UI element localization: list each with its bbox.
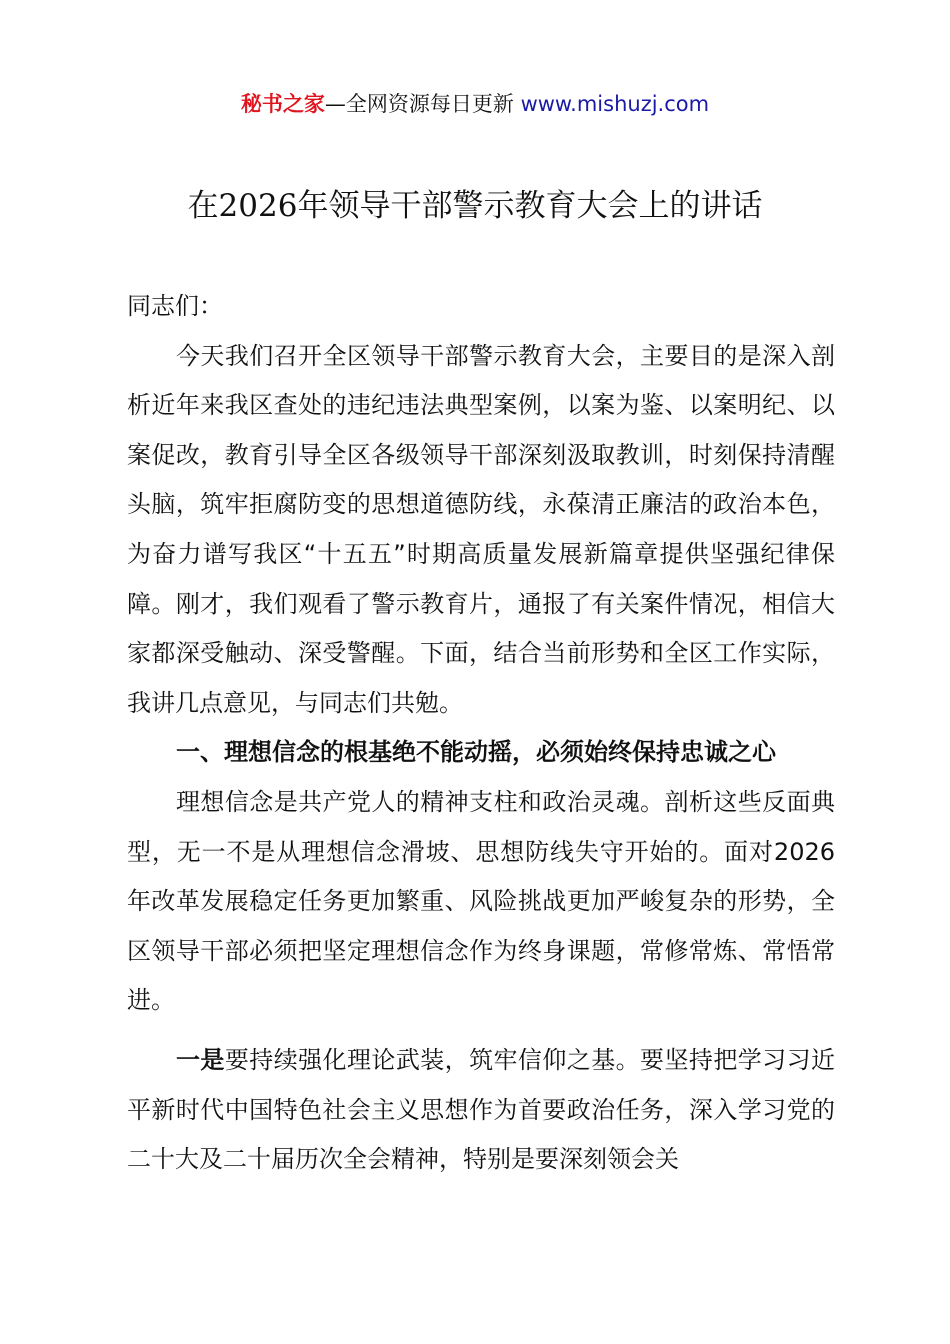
- site-tagline: —全网资源每日更新: [324, 92, 514, 116]
- site-url-link[interactable]: www.mishuzj.com: [520, 92, 710, 116]
- site-header: [0, 86, 950, 122]
- salutation: 同志们：: [127, 292, 223, 320]
- paragraph-spacer: [127, 1026, 835, 1036]
- section-paragraph-1: 理想信念是共产党人的精神支柱和政治灵魂。剖析这些反面典型，无一不是从理想信念滑坡、思想防线失守开始的。面对2026年改革发展稳定任务更加繁重、风险挑战更加严峻复杂的形势，全区领导干部必须把坚定理想信念作为终身课题，常修常炼、常悟常进。: [127, 787, 835, 1015]
- point-lead-1: 一是: [176, 1045, 225, 1074]
- site-brand: 秘书之家: [240, 92, 325, 116]
- point-paragraph-1: [127, 1036, 835, 1185]
- document-title: 在2026年领导干部警示教育大会上的讲话: [187, 188, 763, 224]
- document-body: [127, 282, 835, 1185]
- point-text-1: 要持续强化理论武装，筑牢信仰之基。要坚持把学习习近平新时代中国特色社会主义思想作为首要政治任务，深入学习党的二十大及二十届历次全会精神，特别是要深刻领会关: [127, 1045, 836, 1174]
- section-heading-1: 一、理想信念的根基绝不能动摇，必须始终保持忠诚之心: [176, 738, 776, 767]
- intro-paragraph: 今天我们召开全区领导干部警示教育大会，主要目的是深入剖析近年来我区查处的违纪违法典型案例，以案为鉴、以案明纪、以案促改，教育引导全区各级领导干部深刻汲取教训，时刻保持清醒头脑，筑牢拒腐防变的思想道德防线，永葆清正廉洁的政治本色，为奋力谱写我区“十五五”时期高质量发展新篇章提供坚强纪律保障。刚才，我们观看了警示教育片，通报了有关案件情况，相信大家都深受触动、深受警醒。下面，结合当前形势和全区工作实际，我讲几点意见，与同志们共勉。: [127, 341, 835, 717]
